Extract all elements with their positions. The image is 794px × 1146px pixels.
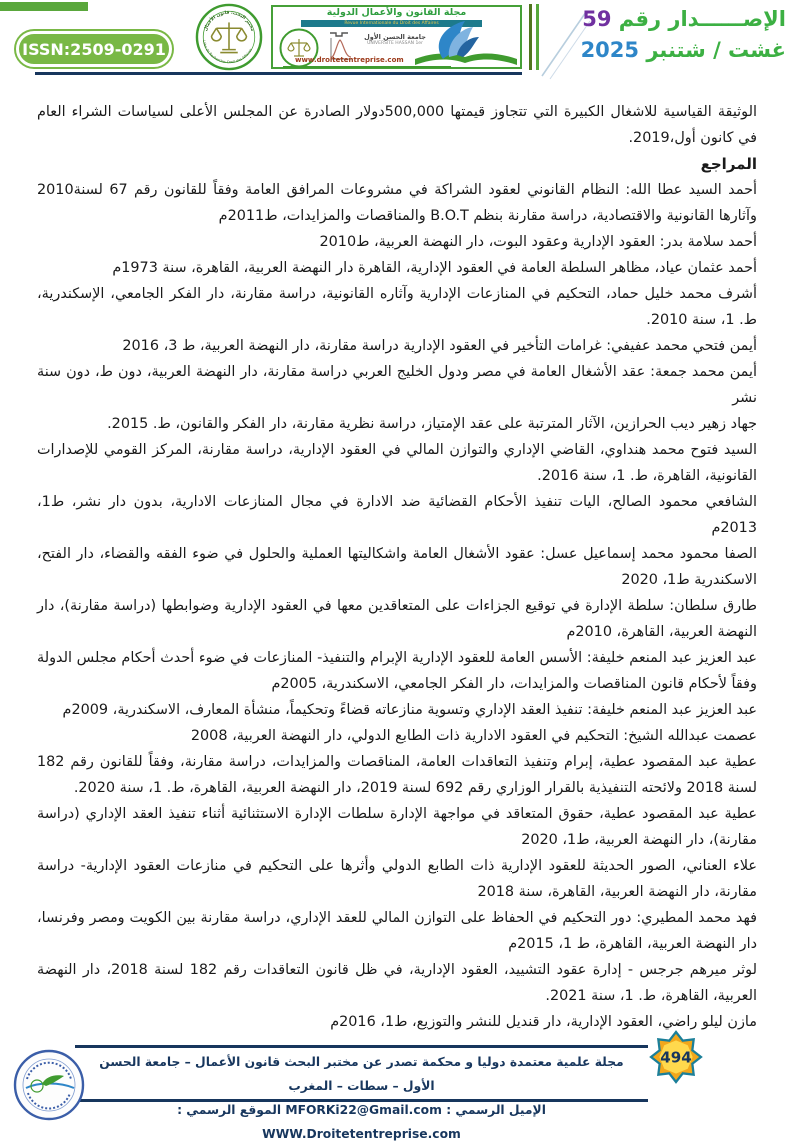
lab-logo-top-text: مختبر البحث: قانون الأعمال	[203, 10, 255, 32]
header-separator-bar	[536, 4, 539, 70]
reference-entry: أشرف محمد خليل حماد، التحكيم في المنازعات الإدارية وآثاره القانونية، دراسة مقارنة، دار الفكر الجامعي، الإسكندرية، ط. 1، سنة 2010.	[37, 286, 757, 328]
date-label: غشت / شتنبر	[646, 38, 786, 62]
date-year: 2025	[580, 38, 640, 62]
journal-subtitle: Revue Internationale du Droit des Affaires	[301, 20, 482, 27]
issn-text: ISSN:2509-0291	[22, 39, 166, 59]
page-number: 494	[660, 1048, 692, 1067]
reference-entry: عطية عبد المقصود عطية، إبرام وتنفيذ التعاقدات العامة، المناقصات والمزايدات، دراسة مقارنة، وفقاً للقانون رقم 182 لسنة 2018 ولائحته التنفيذية بالقرار الوزاري رقم 692 لسنة 2019، دار النهضة العربية، القاهرة، ط. 1، سنة 2020.	[37, 754, 757, 796]
reference-entry: عصمت عبدالله الشيخ: التحكيم في العقود الادارية ذات الطابع الدولي، دار النهضة العربية، 2008	[190, 728, 757, 744]
email-label: الإميل الرسمي :	[446, 1103, 546, 1117]
footer-text	[85, 1050, 638, 1146]
university-name-ar: جامعة الحسن الأول	[364, 33, 426, 41]
reference-entry: السيد فتوح محمد هنداوي، القاضي الإداري والتوازن المالي في العقود الإدارية، دراسة مقارنة، المركز القومي للإصدارات القانونية، القاهرة، ط. 1، سنة 2016.	[37, 442, 757, 484]
reference-entry: أيمن فتحي محمد عفيفي: غرامات التأخير في العقود الإدارية دراسة مقارنة، دار النهضة العربية، ط 3، 2016	[122, 338, 757, 354]
journal-title: مجلة القانون والأعمال الدولية	[326, 7, 467, 18]
reference-entry: عبد العزيز عبد المنعم خليفة: الأسس العامة للعقود الإدارية الإبرام والتنفيذ- المنازعات في ضوء أحدث أحكام مجلس الدولة وفقاً لأحكام قانون المناقصات والمزايدات، دار الفكر الجامعي، الاسكندرية، 2005م	[37, 650, 757, 692]
email-link[interactable]: MFORKi22@Gmail.com	[285, 1103, 442, 1117]
header-separator-bar	[529, 4, 532, 70]
reference-entry: الشافعي محمود الصالح، اليات تنفيذ الأحكام القضائية ضد الادارة في مجال المنازعات الادارية، بدون دار نشر، ط1، 2013م	[37, 494, 757, 536]
reference-entry: طارق سلطان: سلطة الإدارة في توقيع الجزاءات على المتعاقدين معها في العقود الإدارية وضوابطها (دراسة مقارنة)، دار النهضة العربية، القاهرة، 2010م	[37, 598, 757, 640]
issn-badge	[16, 31, 172, 67]
reference-entry: مازن ليلو راضي، العقود الإدارية، دار قنديل للنشر والتوزيع، ط1، 2016م	[330, 1014, 757, 1030]
intro-paragraph: الوثيقة القياسية للاشغال الكبيرة التي تتجاوز قيمتها 500,000دولار الصادرة عن المجلس الأعلى لسياسات الشراء العام في كانون أول،2019.	[37, 104, 757, 146]
issue-info	[551, 4, 786, 66]
site-link[interactable]: WWW.Droitetentreprise.com	[262, 1127, 461, 1141]
website-underline	[283, 66, 451, 68]
reference-entry: عطية عبد المقصود عطية، حقوق المتعاقد في مواجهة الإدارة سلطات الإدارة الاستثنائية أثناء تنفيذ العقد الإداري (دراسة مقارنة)، دار النهضة العربية، ط1، 2020	[37, 806, 757, 848]
footer-contact-line	[85, 1098, 638, 1146]
references-heading: المراجع	[700, 155, 757, 173]
references-list	[37, 177, 757, 1035]
issue-number: 59	[582, 7, 612, 31]
lab-stamp-icon	[12, 1048, 86, 1122]
reference-entry: فهد محمد المطيري: دور التحكيم في الحفاظ على التوازن المالي للعقد الإداري، دراسة مقارنة بين الكويت ومصر وفرنسا، دار النهضة العربية، القاهرة، ط 1، 2015م	[37, 910, 757, 952]
reference-entry: لوثر ميرهم جرجس - إدارة عقود التشييد، العقود الإدارية، في ظل قانون التعاقدات رقم 182 لسنة 2018، دار النهضة العربية، القاهرة، ط. 1، سنة 2021.	[37, 962, 758, 1004]
issue-line	[551, 4, 786, 35]
reference-entry: أحمد عثمان عياد، مظاهر السلطة العامة في العقود الإدارية، القاهرة دار النهضة العربية، القاهرة، سنة 1973م	[112, 260, 757, 276]
footer-rule-top	[75, 1045, 648, 1048]
lab-logo-icon	[195, 3, 263, 71]
header-green-strip	[0, 2, 88, 11]
journal-website-link[interactable]: www.droitetentreprise.com	[295, 56, 404, 64]
page-content	[37, 99, 757, 1035]
issue-label: الإصــــــدار رقم	[618, 7, 786, 31]
header-rule	[35, 72, 522, 75]
feather-book-icon	[413, 19, 519, 69]
reference-entry: أحمد السيد عطا الله: النظام القانوني لعقود الشراكة في مشروعات المرافق العامة وفقاً للقانون رقم 67 لسنة2010 وآثارها القانونية والاقتصادية، دراسة مقارنة بنظم B.O.T والمناقصات والمزايدات، ط2011م	[37, 182, 757, 224]
page-number-badge	[650, 1031, 702, 1083]
reference-entry: أيمن محمد جمعة: عقد الأشغال العامة في مصر ودول الخليج العربي دراسة مقارنة، دار النهضة العربية، دون ط، دون سنة نشر	[37, 364, 757, 406]
reference-entry: عبد العزيز عبد المنعم خليفة: تنفيذ العقد الإداري وتسوية منازعاته قضاءً وتحكيماً، منشأة المعارف، الاسكندرية، 2009م	[62, 702, 757, 718]
reference-entry: جهاد زهير ديب الحرازين، الآثار المترتبة على عقد الإمتياز، دراسة نظرية مقارنة، دار الفكر والقانون، ط. 2015.	[107, 416, 757, 432]
lab-logo-bottom-text: Labo de Recherche: Droit des Affaires	[201, 39, 253, 65]
journal-banner	[271, 5, 522, 69]
reference-entry: أحمد سلامة بدر: العقود الإدارية وعقود البوت، دار النهضة العربية، ط2010	[319, 234, 757, 250]
reference-entry: الصفا محمود محمد إسماعيل عسل: عقود الأشغال العامة واشكاليتها العملية والحلول في ضوء الفقه والقضاء، دار الفتح، الاسكندرية ط1، 2020	[37, 546, 757, 588]
site-label: الموقع الرسمي :	[177, 1103, 282, 1117]
footer-journal-line: مجلة علمية معتمدة دوليا و محكمة تصدر عن مختبر البحث قانون الأعمال – جامعة الحسن الأول – سطات – المغرب	[99, 1055, 624, 1093]
university-name-fr: UNIVERSITE HASSAN 1er	[367, 41, 423, 46]
date-line	[551, 35, 786, 66]
reference-entry: علاء العناني، الصور الحديثة للعقود الإدارية ذات الطابع الدولي وأثرها على التحكيم في منازعات العقود الإدارية- دراسة مقارنة، دار النهضة العربية، القاهرة، سنة 2018	[37, 858, 757, 900]
